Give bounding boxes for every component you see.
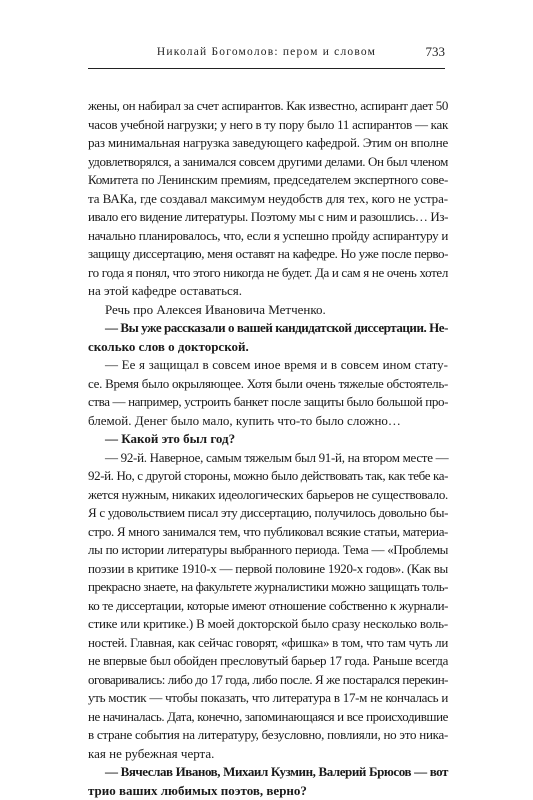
text-line: се. Время было окрыляющее. Хотя были очень тяжелые обстоятель-	[88, 375, 448, 391]
running-header	[88, 44, 445, 69]
text-line: Я с удовольствием писал эту диссертацию, получилось довольно бы-	[88, 505, 448, 520]
text-line: в стране события на литературу, безусловно, повлияли, но это ника-	[88, 727, 449, 742]
text-line: раз минимальная нагрузка заведующего кафедрой. Этим он вполне	[88, 135, 449, 150]
text-line: не впервые был обойден пресловутый барьер 17 года. Раньше всегда	[88, 653, 448, 668]
running-header-title: Николай Богомолов: пером и словом	[156, 46, 377, 58]
page-number: 733	[425, 44, 445, 59]
text-line: жется нужным, никаких идеологических барьеров не существовало.	[88, 486, 448, 502]
question-line: трио ваших любимых поэтов, верно?	[88, 782, 307, 798]
text-line: прекрасно знаете, на факультете журналистики можно защищать толь-	[88, 579, 448, 594]
text-line: на этой кафедре оставаться.	[88, 283, 243, 298]
text-line: го года я понял, что этого никогда не будет. Да и сам я не очень хотел	[88, 264, 448, 280]
text-line: стро. Я много занимался тем, что публиковал всякие статьи, материа-	[88, 523, 448, 539]
text-line: — Ее я защищал в совсем иное время и в совсем ином стату-	[105, 357, 448, 372]
question-line: — Какой это был год?	[105, 431, 236, 446]
text-line: жены, он набирал за счет аспирантов. Как известно, аспирант дает 50	[88, 98, 448, 113]
text-line: ивало его видение литературы. Поэтому мы с ним и разошлись… Из-	[88, 209, 448, 224]
page-text	[88, 97, 448, 800]
text-line: та ВАКа, где создавал максимум неудобств для тех, кого не устра-	[88, 190, 448, 206]
text-line: ства — например, устроить банкет после защиты было большой про-	[88, 394, 448, 409]
text-line: Комитета по Ленинским премиям, председателем экспертного сове-	[88, 172, 448, 187]
text-line: 92-й. Но, с другой стороны, можно было действовать так, как тебе ка-	[88, 468, 448, 483]
question-line: — Вы уже рассказали о вашей кандидатской диссертации. Не-	[105, 320, 448, 335]
text-line: кая не рубежная черта.	[88, 745, 215, 761]
text-line: лы по истории литературы выбранного периода. Тема — «Проблемы	[88, 542, 448, 557]
text-line: удовлетворялся, а занимался совсем другими делами. Он был членом	[88, 153, 448, 169]
text-line: часов учебной нагрузки; у него в ту пору было 11 аспирантов — как	[88, 116, 448, 132]
text-line: Речь про Алексея Ивановича Метченко.	[105, 301, 326, 317]
text-line: ко те диссертации, которые имеют отношение собственно к журнали-	[88, 597, 448, 613]
text-line: блемой. Денег было мало, купить что-то было сложно…	[88, 412, 401, 428]
text-line: не начиналась. Дата, конечно, запоминающаяся и все происходившие	[88, 708, 448, 724]
text-line: начально планировалось, что, если я успешно пройду аспирантуру и	[88, 227, 448, 243]
text-line: поэзии в критике 1910-х — первой половине 1920-х годов». (Как вы	[88, 560, 448, 576]
text-line: ностей. Главная, как сейчас говорят, «фишка» в том, что там чуть ли	[88, 634, 448, 650]
text-line: уть мостик — чтобы показать, что литература в 17-м не кончалась и	[88, 690, 448, 705]
question-line: сколько слов о докторской.	[88, 338, 249, 354]
text-line: — 92-й. Наверное, самым тяжелым был 91-й, на втором месте —	[105, 449, 449, 465]
question-line: — Вячеслав Иванов, Михаил Кузмин, Валерий Брюсов — вот	[105, 764, 448, 779]
text-line: стике или критике.) В моей докторской было сразу несколько воль-	[88, 616, 448, 631]
text-line: защищу диссертацию, меня оставят на кафедре. Но уже после перво-	[88, 246, 448, 261]
text-line: оговаривались: либо до 17 года, либо после. Я же постарался перекин-	[88, 671, 448, 687]
